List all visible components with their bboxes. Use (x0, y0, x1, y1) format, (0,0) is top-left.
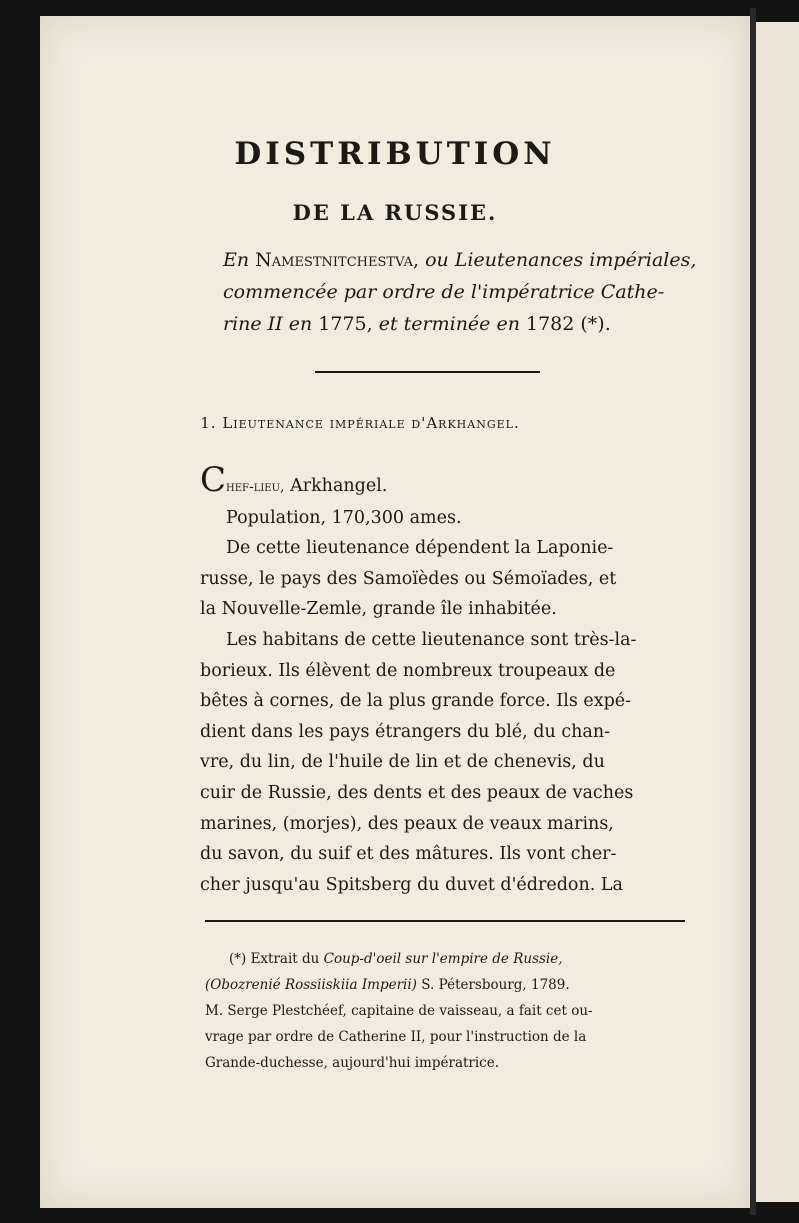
footnote-line-1: (*) Extrait du Coup-d'oeil sur l'empire de Russie, (229, 951, 563, 967)
body-line: borieux. Ils élèvent de nombreux troupeaux de (200, 660, 616, 681)
page-title: DISTRIBUTION (234, 136, 556, 172)
footnote-line-4: vrage par ordre de Catherine II, pour l'instruction de la (205, 1029, 587, 1045)
body-line: la Nouvelle-Zemle, grande île inhabitée. (200, 599, 557, 620)
body-line: bêtes à cornes, de la plus grande force. Ils expé- (200, 691, 632, 712)
ornamental-rule (315, 371, 540, 373)
body-text (200, 460, 690, 900)
body-line: vre, du lin, de l'huile de lin et de chenevis, du (200, 752, 605, 773)
book-page (40, 16, 750, 1208)
intro-line-3: rine II en 1775, et terminée en 1782 (*). (223, 313, 611, 335)
body-line: dient dans les pays étrangers du blé, du chan- (200, 721, 611, 742)
chef-lieu-line: Chef-lieu, Arkhangel. (200, 460, 388, 500)
population-line: Population, 170,300 ames. (226, 507, 462, 528)
drop-cap: C (200, 460, 227, 500)
body-line: russe, le pays des Samoïèdes ou Sémoïades, et (200, 568, 617, 589)
footnote-line-3: M. Serge Plestchéef, capitaine de vaisseau, a fait cet ou- (205, 1003, 593, 1019)
intro-line-1: En Namestnitchestva, ou Lieutenances impériales, (223, 249, 697, 271)
facing-page-edge (756, 22, 799, 1202)
footnote-rule (205, 920, 685, 922)
body-line: De cette lieutenance dépendent la Laponie- (226, 538, 614, 559)
footnote-line-2: (Obozrenié Rossiiskiia Imperii) S. Pétersbourg, 1789. (205, 977, 570, 993)
body-line: du savon, du suif et des mâtures. Ils vont cher- (200, 844, 617, 865)
body-line: marines, (morjes), des peaux de veaux marins, (200, 813, 614, 834)
body-line: cuir de Russie, des dents et des peaux de vaches (200, 782, 634, 803)
footnote (205, 946, 705, 1076)
body-line: Les habitans de cette lieutenance sont très-la- (226, 629, 637, 650)
intro-paragraph (223, 244, 703, 340)
footnote-line-5: Grande-duchesse, aujourd'hui impératrice. (205, 1055, 500, 1071)
section-heading: 1. Lieutenance impériale d'Arkhangel. (200, 414, 520, 432)
page-subtitle: DE LA RUSSIE. (292, 200, 498, 225)
intro-line-2: commencée par ordre de l'impératrice Cathe- (223, 281, 665, 303)
body-line: cher jusqu'au Spitsberg du duvet d'édredon. La (200, 874, 623, 895)
